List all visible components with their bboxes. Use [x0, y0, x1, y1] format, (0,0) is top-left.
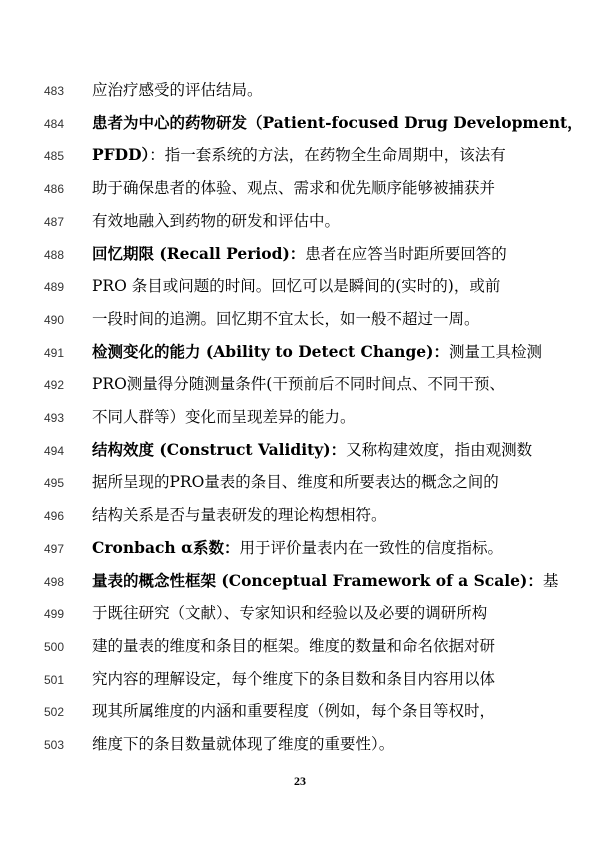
term-heading: 回忆期限 (Recall Period)：: [92, 243, 306, 263]
line-text: [92, 240, 507, 268]
line-text: [92, 468, 499, 496]
body-text: 据所呈现的PRO量表的条目、维度和所要表达的概念之间的: [92, 473, 499, 492]
line-text: [92, 730, 394, 758]
line-text: [92, 501, 387, 529]
line-text: [92, 665, 495, 693]
body-text: 一段时间的追溯。回忆期不宜太长，如一般不超过一周。: [92, 309, 480, 328]
line-number: 493: [44, 411, 65, 425]
line-number: 494: [44, 443, 65, 458]
term-heading: 结构效度 (Construct Validity)：: [92, 439, 347, 459]
term-heading: 检测变化的能力 (Ability to Detect Change)：: [92, 341, 449, 361]
line-text: [92, 305, 480, 333]
line-number: 486: [44, 182, 65, 197]
line-text: [92, 370, 505, 398]
body-text: 测量工具检测: [449, 342, 543, 361]
line-text: [92, 403, 356, 431]
term-heading: PFDD）: [92, 145, 150, 165]
term-heading: 量表的概念性框架 (Conceptual Framework of a Scale)：: [92, 570, 543, 590]
line-number: 492: [44, 378, 65, 393]
body-text: 有效地融入到药物的研发和评估中。: [92, 211, 341, 230]
text-line: [0, 141, 600, 169]
text-line: [0, 370, 600, 398]
line-number: 484: [44, 116, 65, 131]
line-text: [92, 338, 542, 366]
line-number: 498: [44, 574, 65, 589]
line-text: [92, 436, 532, 464]
text-line: [0, 305, 600, 333]
line-number: 483: [44, 84, 65, 98]
line-text: [92, 697, 495, 725]
text-line: [0, 697, 600, 725]
body-text: 患者在应答当时距所要回答的: [305, 244, 507, 263]
body-text: 现其所属维度的内涵和重要程度（例如，每个条目等权时，: [92, 702, 496, 721]
line-number: 485: [44, 149, 65, 164]
text-line: [0, 436, 600, 464]
line-number: 491: [44, 345, 65, 360]
line-number: 488: [44, 247, 65, 262]
body-text: ：指一套系统的方法，在药物全生命周期中，该法有: [149, 146, 506, 165]
body-text: 用于评价量表内在一致性的信度指标。: [239, 538, 504, 557]
body-text: PRO测量得分随测量条件(干预前后不同时间点、不同干预、: [92, 375, 505, 394]
term-heading: Cronbach α系数：: [92, 537, 240, 557]
line-text: [92, 141, 506, 169]
line-number: 496: [44, 509, 65, 524]
body-text: PRO 条目或问题的时间。回忆可以是瞬间的(实时的)，或前: [92, 277, 501, 296]
line-number: 500: [44, 639, 65, 654]
line-text: [92, 534, 503, 562]
text-line: [0, 207, 600, 235]
text-line: [0, 240, 600, 268]
text-line: [0, 599, 600, 627]
line-text: [92, 567, 558, 595]
body-text: 结构关系是否与量表研发的理论构想相符。: [92, 506, 387, 525]
text-line: [0, 109, 600, 137]
text-line: [0, 567, 600, 595]
line-number: 497: [44, 541, 65, 556]
line-text: [92, 272, 500, 300]
line-text: [92, 599, 487, 627]
body-text: 维度下的条目数量就体现了维度的重要性）。: [92, 735, 395, 753]
line-number: 489: [44, 280, 65, 295]
text-line: [0, 76, 600, 104]
text-line: [0, 338, 600, 366]
line-number: 490: [44, 312, 65, 327]
body-text: 不同人群等）变化而呈现差异的能力。: [92, 408, 356, 426]
body-text: 于既往研究（文献）、专家知识和经验以及必要的调研所构: [92, 604, 488, 623]
text-line: [0, 730, 600, 758]
line-number: 499: [44, 607, 65, 622]
line-number: 502: [44, 705, 65, 720]
body-text: 建的量表的维度和条目的框架。维度的数量和命名依据对研: [92, 636, 496, 655]
line-text: [92, 632, 495, 660]
text-line: [0, 632, 600, 660]
text-line: [0, 665, 600, 693]
line-text: [92, 109, 583, 137]
text-line: [0, 468, 600, 496]
line-text: [92, 76, 263, 104]
text-line: [0, 403, 600, 431]
text-line: [0, 174, 600, 202]
line-text: [92, 174, 495, 202]
line-number: 495: [44, 476, 65, 491]
text-line: [0, 272, 600, 300]
body-text: 究内容的理解设定，每个维度下的条目数和条目内容用以体: [92, 669, 496, 688]
page-number: 23: [294, 774, 306, 788]
text-line: [0, 534, 600, 562]
line-number: 503: [44, 738, 65, 752]
body-text: 应治疗感受的评估结局。: [92, 81, 263, 99]
term-heading: 患者为中心的药物研发（Patient-focused Drug Development，: [92, 112, 583, 132]
line-number: 501: [44, 672, 65, 687]
body-text: 基: [542, 571, 559, 590]
text-line: [0, 501, 600, 529]
line-number: 487: [44, 214, 65, 229]
line-text: [92, 207, 340, 235]
body-text: 助于确保患者的体验、观点、需求和优先顺序能够被捕获并: [92, 179, 496, 198]
body-text: 又称构建效度，指由观测数: [346, 440, 533, 459]
